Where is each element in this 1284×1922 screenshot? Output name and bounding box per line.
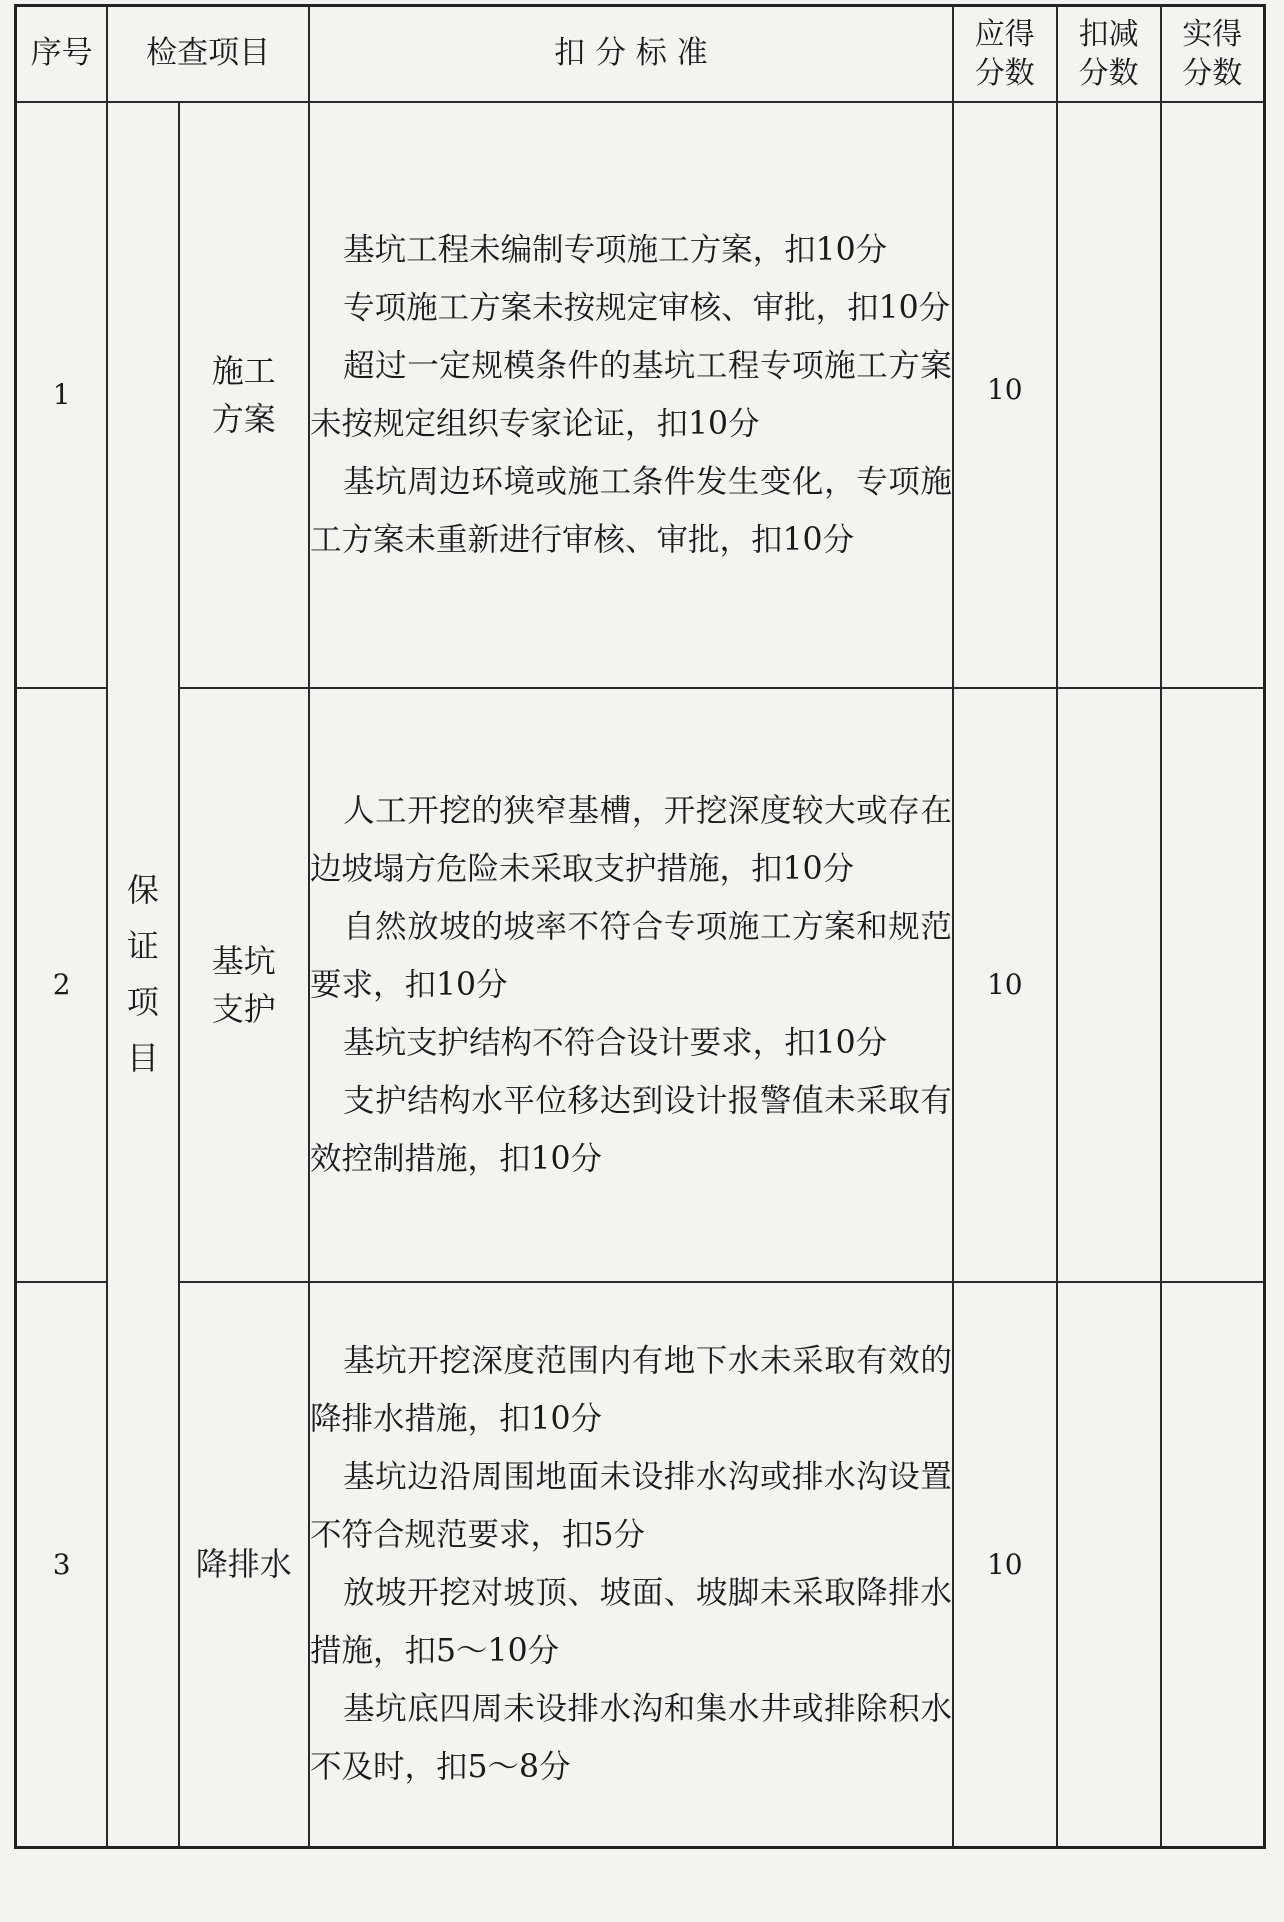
criteria-line: 自然放坡的坡率不符合专项施工方案和规范要求，扣10分	[310, 908, 952, 1003]
item-name: 降排水	[195, 1545, 292, 1584]
row-number: 1	[16, 102, 108, 688]
due-score: 10	[953, 688, 1057, 1282]
criteria-line: 基坑支护结构不符合设计要求，扣10分	[343, 1024, 888, 1061]
criteria-line: 基坑工程未编制专项施工方案，扣10分	[343, 231, 888, 268]
item-name-cell	[179, 102, 309, 688]
item-name-cell	[179, 1282, 309, 1848]
item-name-cell	[179, 688, 309, 1282]
actual-score-cell	[1161, 688, 1265, 1282]
header-actual-line2: 分数	[1182, 55, 1243, 91]
header-row	[16, 6, 1265, 102]
criteria-line: 人工开挖的狭窄基槽，开挖深度较大或存在边坡塌方危险未采取支护措施，扣10分	[310, 792, 952, 887]
row-number: 2	[16, 688, 108, 1282]
category-cell	[107, 102, 178, 1848]
criteria-line: 放坡开挖对坡顶、坡面、坡脚未采取降排水措施，扣5～10分	[310, 1575, 952, 1670]
header-actual-line1: 实得	[1182, 16, 1243, 52]
criteria-cell	[309, 102, 953, 688]
due-score: 10	[953, 1282, 1057, 1848]
table-row	[16, 1282, 1265, 1848]
header-due-score	[953, 6, 1057, 102]
criteria-line: 基坑周边环境或施工条件发生变化，专项施工方案未重新进行审核、审批，扣10分	[310, 463, 952, 558]
criteria-line: 超过一定规模条件的基坑工程专项施工方案未按规定组织专家论证，扣10分	[310, 347, 952, 442]
inspection-table	[14, 4, 1266, 1849]
deduct-score-cell	[1057, 102, 1161, 688]
criteria-line: 支护结构水平位移达到设计报警值未采取有效控制措施，扣10分	[310, 1082, 952, 1177]
table-row	[16, 102, 1265, 688]
deduct-score-cell	[1057, 1282, 1161, 1848]
criteria-cell	[309, 1282, 953, 1848]
criteria-line: 基坑边沿周围地面未设排水沟或排水沟设置不符合规范要求，扣5分	[310, 1459, 952, 1554]
header-criteria: 扣 分 标 准	[309, 6, 953, 102]
actual-score-cell	[1161, 1282, 1265, 1848]
item-name: 施工方案	[211, 351, 276, 438]
header-deduct-line1: 扣减	[1078, 16, 1139, 52]
criteria-line: 基坑开挖深度范围内有地下水未采取有效的降排水措施，扣10分	[310, 1343, 952, 1438]
deduct-score-cell	[1057, 688, 1161, 1282]
header-seq: 序号	[16, 6, 108, 102]
item-name: 基坑支护	[211, 941, 276, 1028]
header-due-line1: 应得	[974, 16, 1035, 52]
header-due-line2: 分数	[974, 55, 1035, 91]
header-deduct-score	[1057, 6, 1161, 102]
header-deduct-line2: 分数	[1078, 55, 1139, 91]
actual-score-cell	[1161, 102, 1265, 688]
category-label: 保证项目	[126, 871, 159, 1078]
criteria-line: 专项施工方案未按规定审核、审批，扣10分	[343, 289, 951, 326]
criteria-cell	[309, 688, 953, 1282]
criteria-line: 基坑底四周未设排水沟和集水井或排除积水不及时，扣5～8分	[310, 1691, 952, 1786]
header-actual-score	[1161, 6, 1265, 102]
header-item: 检查项目	[107, 6, 309, 102]
row-number: 3	[16, 1282, 108, 1848]
due-score: 10	[953, 102, 1057, 688]
table-row	[16, 688, 1265, 1282]
